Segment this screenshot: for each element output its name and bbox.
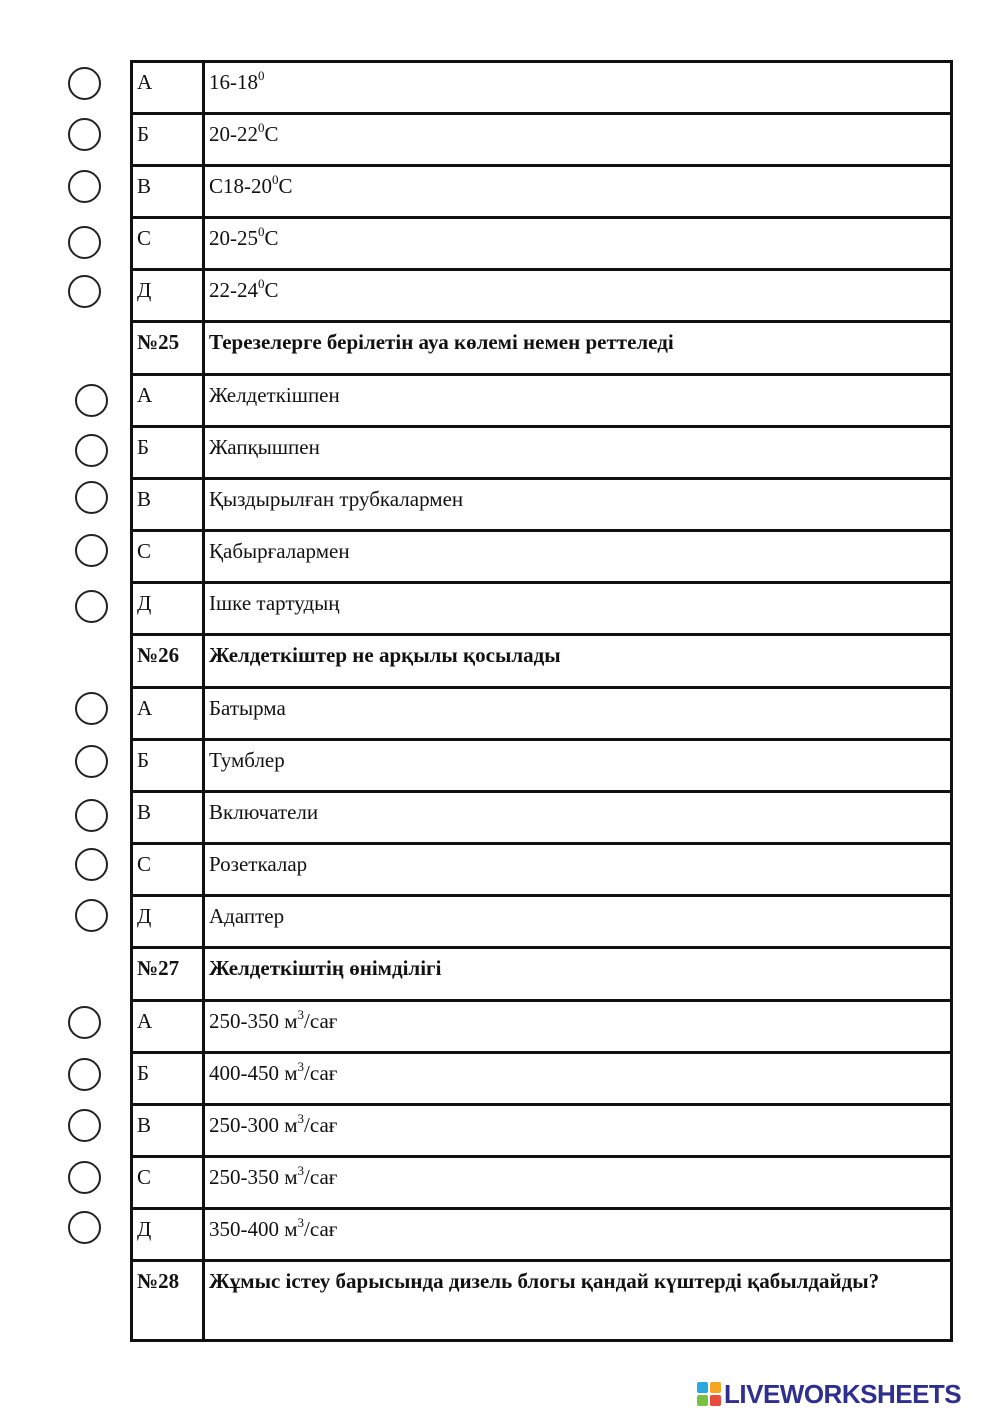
option-row [132, 218, 952, 270]
option-row [132, 792, 952, 844]
cell-text: Батырма [209, 696, 286, 720]
unit-suffix: /сағ [304, 1061, 338, 1085]
logo-text: LIVEWORKSHEETS [724, 1378, 962, 1409]
option-text [204, 375, 952, 427]
option-letter: Д [132, 270, 204, 322]
cell-text: 250-300 м [209, 1113, 298, 1137]
superscript: 0 [258, 68, 265, 83]
option-text [204, 792, 952, 844]
option-row [132, 1157, 952, 1209]
cell-text: 250-350 м [209, 1009, 298, 1033]
answer-radio[interactable] [75, 384, 108, 417]
logo-icon-tile [697, 1395, 708, 1406]
option-text [204, 688, 952, 740]
answer-radio[interactable] [68, 1109, 101, 1142]
question-row [132, 322, 952, 375]
unit-suffix: /сағ [304, 1113, 338, 1137]
option-letter: В [132, 792, 204, 844]
cell-text: Ішке тартудың [209, 591, 340, 615]
unit-suffix: С [278, 174, 293, 198]
option-text [204, 1157, 952, 1209]
option-text [204, 896, 952, 948]
option-letter: В [132, 166, 204, 218]
option-text [204, 427, 952, 479]
superscript: 0 [258, 224, 265, 239]
option-text [204, 583, 952, 635]
cell-text: Розеткалар [209, 852, 308, 876]
cell-text: Тумблер [209, 748, 285, 772]
logo-icon-tile [697, 1382, 708, 1393]
answer-radio[interactable] [75, 481, 108, 514]
option-row [132, 62, 952, 114]
option-letter: Д [132, 583, 204, 635]
option-row [132, 375, 952, 427]
option-letter: Б [132, 740, 204, 792]
cell-text: 22-24 [209, 278, 258, 302]
option-letter: С [132, 1157, 204, 1209]
option-row [132, 270, 952, 322]
question-number: №28 [132, 1261, 204, 1341]
unit-suffix: С [264, 278, 279, 302]
superscript: 3 [297, 1215, 305, 1230]
option-letter: Д [132, 1209, 204, 1261]
answer-radio[interactable] [68, 226, 101, 259]
cell-text: 250-350 м [209, 1165, 298, 1189]
cell-text: Қабырғалармен [209, 539, 350, 563]
option-row [132, 531, 952, 583]
answer-radio[interactable] [68, 1006, 101, 1039]
option-letter: Б [132, 427, 204, 479]
option-text [204, 740, 952, 792]
answer-radio[interactable] [68, 1161, 101, 1194]
unit-suffix: /сағ [304, 1217, 338, 1241]
answer-radio[interactable] [68, 67, 101, 100]
option-text [204, 479, 952, 531]
cell-text: С18-20 [209, 174, 272, 198]
option-row [132, 583, 952, 635]
cell-text: Желдеткіштің өнімділігі [209, 956, 442, 980]
cell-text: Терезелерге берілетін ауа көлемі немен реттеледі [209, 330, 674, 354]
option-row [132, 1053, 952, 1105]
option-letter: Д [132, 896, 204, 948]
cell-text: 400-450 м [209, 1061, 298, 1085]
option-letter: С [132, 844, 204, 896]
superscript: 3 [297, 1007, 305, 1022]
answer-radio[interactable] [68, 118, 101, 151]
question-number: №27 [132, 948, 204, 1001]
option-letter: В [132, 1105, 204, 1157]
cell-text: 16-18 [209, 70, 258, 94]
answer-radio[interactable] [68, 275, 101, 308]
option-row [132, 896, 952, 948]
option-text [204, 114, 952, 166]
option-row [132, 1209, 952, 1261]
option-text [204, 270, 952, 322]
superscript: 3 [297, 1059, 305, 1074]
answer-radio[interactable] [75, 434, 108, 467]
option-text [204, 218, 952, 270]
question-text [204, 322, 952, 375]
unit-suffix: С [264, 226, 279, 250]
answer-radio[interactable] [68, 1211, 101, 1244]
question-row [132, 948, 952, 1001]
option-letter: Б [132, 1053, 204, 1105]
logo-icon-tile [710, 1395, 721, 1406]
liveworksheets-logo [697, 1380, 961, 1408]
question-number: №25 [132, 322, 204, 375]
option-row [132, 1105, 952, 1157]
question-number: №26 [132, 635, 204, 688]
option-text [204, 166, 952, 218]
superscript: 3 [297, 1111, 305, 1126]
option-row [132, 166, 952, 218]
cell-text: Жапқышпен [209, 435, 320, 459]
answer-radio[interactable] [68, 1058, 101, 1091]
cell-text: Жұмыс істеу барысында дизель блогы қандай күштерді қабылдайды? [209, 1269, 880, 1293]
cell-text: Қыздырылған трубкалармен [209, 487, 464, 511]
superscript: 0 [272, 172, 279, 187]
option-text [204, 1053, 952, 1105]
option-text [204, 531, 952, 583]
unit-suffix: С [264, 122, 279, 146]
unit-suffix: /сағ [304, 1009, 338, 1033]
option-letter: Б [132, 114, 204, 166]
cell-text: Желдеткішпен [209, 383, 340, 407]
option-letter: В [132, 479, 204, 531]
unit-suffix: /сағ [304, 1165, 338, 1189]
answer-radio[interactable] [75, 848, 108, 881]
option-letter: А [132, 688, 204, 740]
answer-radio[interactable] [75, 799, 108, 832]
option-letter: А [132, 62, 204, 114]
answer-radio[interactable] [75, 590, 108, 623]
answer-radio[interactable] [75, 692, 108, 725]
superscript: 3 [297, 1163, 305, 1178]
cell-text: Желдеткіштер не арқылы қосылады [209, 643, 561, 667]
option-letter: С [132, 218, 204, 270]
answer-radio[interactable] [75, 534, 108, 567]
cell-text: 350-400 м [209, 1217, 298, 1241]
option-row [132, 1001, 952, 1053]
option-text [204, 844, 952, 896]
question-text [204, 635, 952, 688]
cell-text: Включатели [209, 800, 319, 824]
answer-radio[interactable] [68, 170, 101, 203]
question-text [204, 1261, 952, 1341]
option-row [132, 844, 952, 896]
answer-radio[interactable] [75, 745, 108, 778]
option-text [204, 1105, 952, 1157]
cell-text: Адаптер [209, 904, 285, 928]
superscript: 0 [258, 120, 265, 135]
option-row [132, 688, 952, 740]
option-letter: А [132, 1001, 204, 1053]
option-letter: С [132, 531, 204, 583]
question-row [132, 1261, 952, 1341]
option-row [132, 114, 952, 166]
option-row [132, 427, 952, 479]
answer-radio[interactable] [75, 899, 108, 932]
option-text [204, 62, 952, 114]
superscript: 0 [258, 276, 265, 291]
quiz-table [130, 60, 953, 1342]
option-text [204, 1001, 952, 1053]
option-row [132, 479, 952, 531]
cell-text: 20-25 [209, 226, 258, 250]
option-row [132, 740, 952, 792]
logo-icon [697, 1382, 721, 1406]
option-letter: А [132, 375, 204, 427]
cell-text: 20-22 [209, 122, 258, 146]
option-text [204, 1209, 952, 1261]
question-row [132, 635, 952, 688]
logo-icon-tile [710, 1382, 721, 1393]
question-text [204, 948, 952, 1001]
